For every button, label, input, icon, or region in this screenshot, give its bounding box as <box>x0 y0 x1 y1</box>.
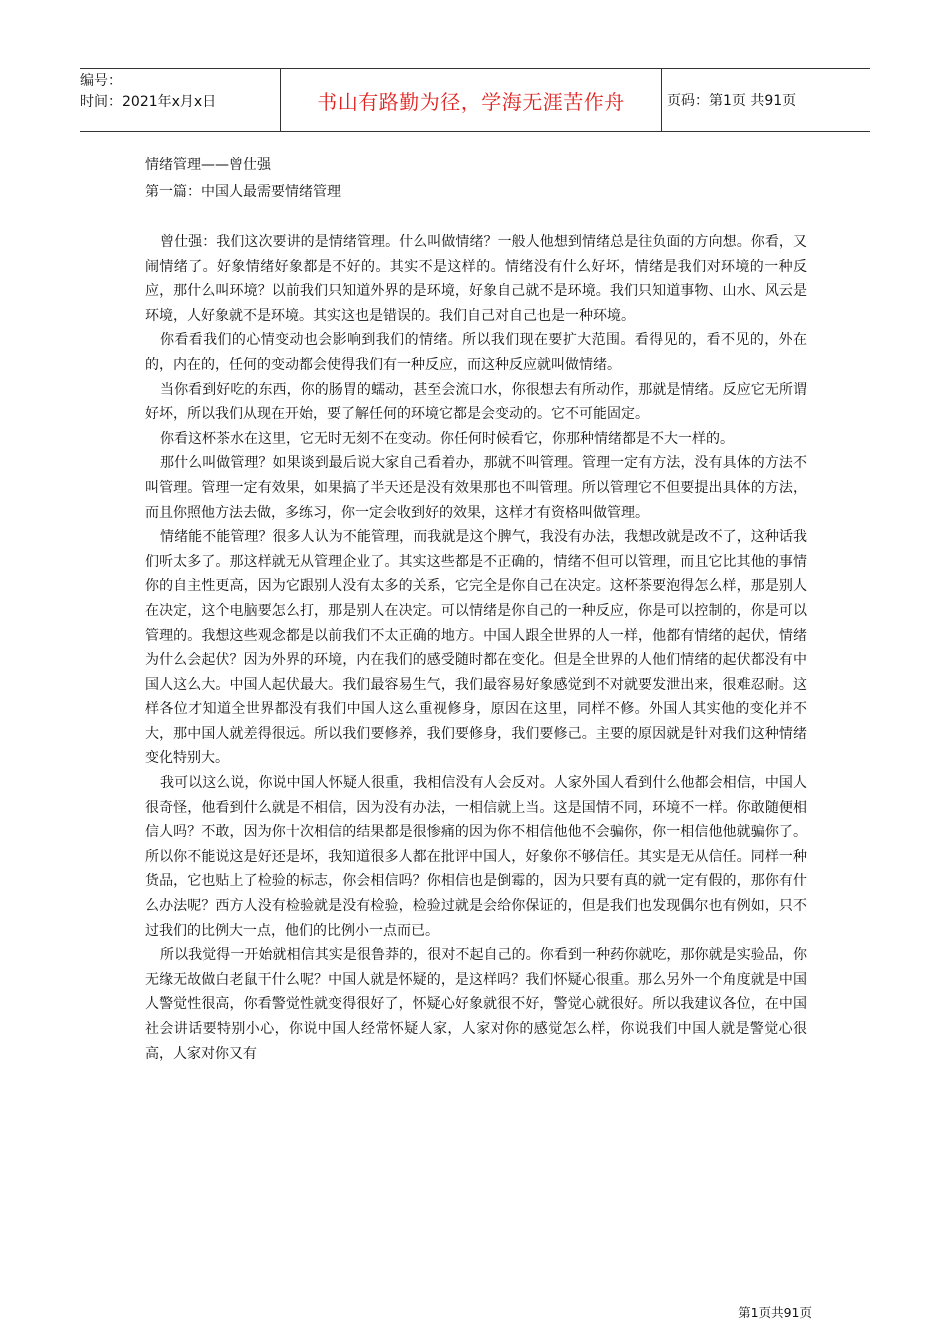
paragraph: 我可以这么说，你说中国人怀疑人很重，我相信没有人会反对。人家外国人看到什么他都会相信，中国人很奇怪，他看到什么就是不相信，因为没有办法，一相信就上当。这是国情不同，环境不一样。你敢随便相信人吗？不敢，因为你十次相信的结果都是很惨痛的因为你不相信他他不会骗你，你一相信他他就骗你了。所以你不能说这是好还是坏，我知道很多人都在批评中国人，好象你不够信任。其实是无从信任。同样一种货品，它也贴上了检验的标志，你会相信吗？你相信也是倒霉的，因为只要有真的就一定有假的，那你有什么办法呢？西方人没有检验就是没有检验，检验过就是会给你保证的，但是我们也发现偶尔也有例如，只不过我们的比例大一点，他们的比例小一点而已。 <box>145 775 807 939</box>
paragraph: 所以我觉得一开始就相信其实是很鲁莽的，很对不起自己的。你看到一种药你就吃，那你就是实验品，你无缘无故做白老鼠干什么呢？中国人就是怀疑的，是这样吗？我们怀疑心很重。那么另外一个角度就是中国人警觉性很高，你看警觉性就变得很好了，怀疑心好象就很不好，警觉心就很好。所以我建议各位，在中国社会讲话要特别小心，你说中国人经常怀疑人家，人家对你的感觉怎么样，你说我们中国人就是警觉心很高，人家对你又有 <box>145 947 807 1062</box>
paragraph: 当你看到好吃的东西，你的肠胃的蠕动，甚至会流口水，你很想去有所动作，那就是情绪。反应它无所谓好坏，所以我们从现在开始，要了解任何的环境它都是会变动的。它不可能固定。 <box>145 381 807 423</box>
paragraph: 那什么叫做管理？如果谈到最后说大家自己看着办，那就不叫管理。管理一定有方法，没有具体的方法不叫管理。管理一定有效果，如果搞了半天还是没有效果那也不叫管理。所以管理它不但要提出具体的方法，而且你照他方法去做，多练习，你一定会收到好的效果，这样才有资格叫做管理。 <box>145 455 807 521</box>
header-meta <box>80 69 280 133</box>
motto-text: 书山有路勤为径，学海无涯苦作舟 <box>317 89 625 114</box>
paragraph: 你看看我们的心情变动也会影响到我们的情绪。所以我们现在要扩大范围。看得见的，看不见的，外在的，内在的，任何的变动都会使得我们有一种反应，而这种反应就叫做情绪。 <box>145 332 807 373</box>
header-page-info <box>661 69 876 131</box>
paragraph: 曾仕强：我们这次要讲的是情绪管理。什么叫做情绪？一般人他想到情绪总是往负面的方向想。你看，又闹情绪了。好象情绪好象都是不好的。其实不是这样的。情绪没有什么好坏，情绪是我们对环境的一种反应，那什么叫环境？以前我们只知道外界的是环境，好象自己就不是环境。我们只知道事物、山水、风云是环境，人好象就不是环境。其实这也是错误的。我们自己对自己也是一种环境。 <box>145 234 807 324</box>
number-label: 编号： <box>80 73 122 89</box>
page-info-text: 页码：第1页 共91页 <box>667 93 797 109</box>
paragraph: 情绪能不能管理？很多人认为不能管理，而我就是这个脾气，我没有办法，我想改就是改不了，这种话我们听太多了。那这样就无从管理企业了。其实这些都是不正确的，情绪不但可以管理，而且它比其他的事情你的自主性更高，因为它跟别人没有太多的关系，它完全是你自己在决定。这杯茶要泡得怎么样，那是别人在决定，这个电脑要怎么打，那是别人在决定。可以情绪是你自己的一种反应，你是可以控制的，你是可以管理的。我想这些观念都是以前我们不太正确的地方。中国人跟全世界的人一样，他都有情绪的起伏，情绪为什么会起伏？因为外界的环境，内在我们的感受随时都在变化。但是全世界的人他们情绪的起伏都没有中国人这么大。中国人起伏最大。我们最容易生气，我们最容易好象感觉到不对就要发泄出来，很难忍耐。这样各位才知道全世界都没有我们中国人这么重视修身，原因在这里，同样不修。外国人其实他的变化并不大，那中国人就差得很远。所以我们要修养，我们要修身，我们要修己。主要的原因就是针对我们这种情绪变化特别大。 <box>145 529 807 767</box>
page-header <box>80 68 870 132</box>
paragraph: 你看这杯茶水在这里，它无时无刻不在变动。你任何时候看它，你那种情绪都是不大一样的。 <box>160 430 734 447</box>
document-body <box>145 152 807 1066</box>
document-title: 情绪管理——曾仕强 <box>145 157 271 173</box>
document-subtitle: 第一篇：中国人最需要情绪管理 <box>145 184 341 200</box>
motto-banner <box>280 69 662 131</box>
page-footer: 第1页共91页 <box>738 1305 812 1320</box>
time-label: 时间：2021年x月x日 <box>80 94 217 110</box>
